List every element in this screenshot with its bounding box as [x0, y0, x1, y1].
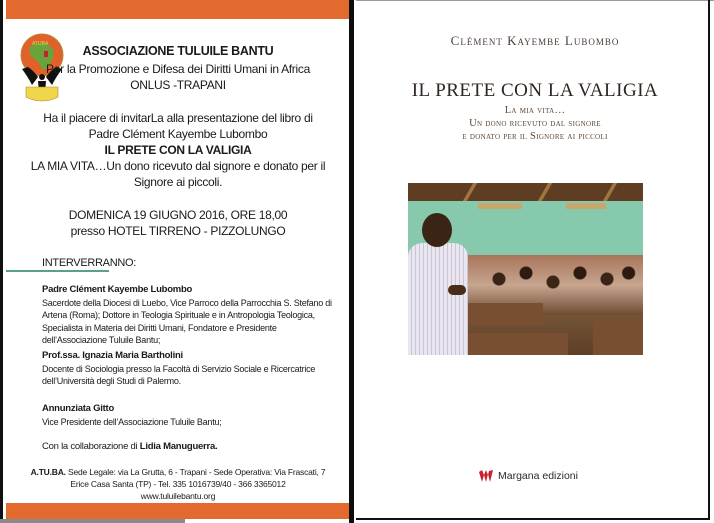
speakers-divider	[6, 270, 109, 272]
collaboration-prefix: Con la collaborazione di	[42, 441, 140, 452]
bottom-edge-line	[0, 519, 185, 523]
speaker-description: Sacerdote della Diocesi di Luebo, Vice Parroco della Parrocchia S. Stefano di Artena (Roma); Dottore in Teologia Spirituale e in Antropologia Teologica, Specialista in Materia dei Diritti Umani, Fondatore e Presidente dell’Associazione Tuluile Bantu;	[42, 297, 332, 345]
speaker-entry	[42, 403, 342, 428]
speaker-name: Prof.ssa. Ignazia Maria Bartholini	[42, 350, 183, 361]
book-title: IL PRETE CON LA VALIGIA	[104, 143, 252, 157]
photo-desk	[593, 318, 643, 355]
invitation-page	[0, 0, 356, 523]
footer-acronym: A.TU.BA.	[30, 467, 66, 477]
cover-subtitle-3: e donato per il Signore ai piccoli	[462, 131, 608, 142]
publisher-name: Margana edizioni	[498, 470, 578, 482]
cover-subtitle-2: Un dono ricevuto dal signore	[469, 118, 601, 129]
book-cover-page	[356, 0, 714, 523]
priest-head	[422, 213, 452, 247]
photo-desk	[468, 333, 568, 355]
svg-text:ATUBA: ATUBA	[32, 41, 49, 47]
cover-subtitle-1: La mia vita…	[504, 105, 566, 116]
footer-address-1	[3, 467, 353, 477]
margana-logo-icon	[478, 469, 494, 483]
cover-author: Clément Kayembe Lubombo	[450, 33, 620, 48]
photo-priest	[408, 213, 468, 355]
book-subtitle-2: Signore ai piccoli.	[133, 175, 223, 189]
speaker-description: Docente di Sociologia presso la Facoltà di Servizio Sociale e Ricercatrice dell’Università degli Studi di Palermo.	[42, 363, 316, 386]
book-subtitle-1: LA MIA VITA…Un dono ricevuto dal signore e donato per il	[30, 159, 326, 173]
cover-bottom-border	[356, 518, 710, 520]
speaker-entry	[42, 284, 342, 347]
footer-line-1: Sede Legale: via La Grutta, 6 - Trapani - Sede Operativa: Via Frascati, 7	[65, 467, 326, 477]
invite-line-2: Padre Clément Kayembe Lubombo	[88, 127, 268, 141]
cover-right-border	[708, 0, 710, 520]
event-place: presso HOTEL TIRRENO - PIZZOLUNGO	[70, 224, 286, 238]
bottom-orange-band	[6, 503, 354, 519]
cover-photo	[408, 183, 643, 355]
event-date: DOMENICA 19 GIUGNO 2016, ORE 18,00	[68, 208, 288, 222]
speaker-entry	[42, 350, 342, 388]
footer-address-2: Erice Casa Santa (TP) - Tel. 335 1016739/40 - 366 3365012	[70, 479, 286, 489]
association-location: ONLUS -TRAPANI	[130, 78, 226, 92]
speakers-label: INTERVERRANNO:	[42, 257, 136, 269]
photo-vent	[566, 203, 606, 209]
invite-line-1: Ha il piacere di invitarLa alla presentazione del libro di	[43, 111, 313, 125]
collaboration-note	[42, 441, 217, 452]
speaker-name: Annunziata Gitto	[42, 403, 114, 414]
cover-title: IL PRETE CON LA VALIGIA	[411, 80, 659, 101]
page-divider	[349, 0, 354, 523]
association-subtitle: Per la Promozione e Difesa dei Diritti Umani in Africa	[46, 62, 310, 76]
photo-desk	[463, 303, 543, 325]
footer-website[interactable]: www.tuluilebantu.org	[140, 491, 216, 501]
speaker-description: Vice Presidente dell’Associazione Tuluile Bantu;	[42, 416, 222, 427]
speaker-name: Padre Clément Kayembe Lubombo	[42, 284, 193, 295]
association-name: ASSOCIAZIONE TULUILE BANTU	[82, 44, 274, 58]
priest-body	[408, 243, 468, 355]
collaboration-name: Lidia Manuguerra.	[139, 441, 218, 452]
photo-vent	[478, 203, 522, 209]
publisher	[478, 469, 578, 483]
top-orange-band	[6, 0, 354, 19]
priest-hand	[448, 285, 466, 295]
